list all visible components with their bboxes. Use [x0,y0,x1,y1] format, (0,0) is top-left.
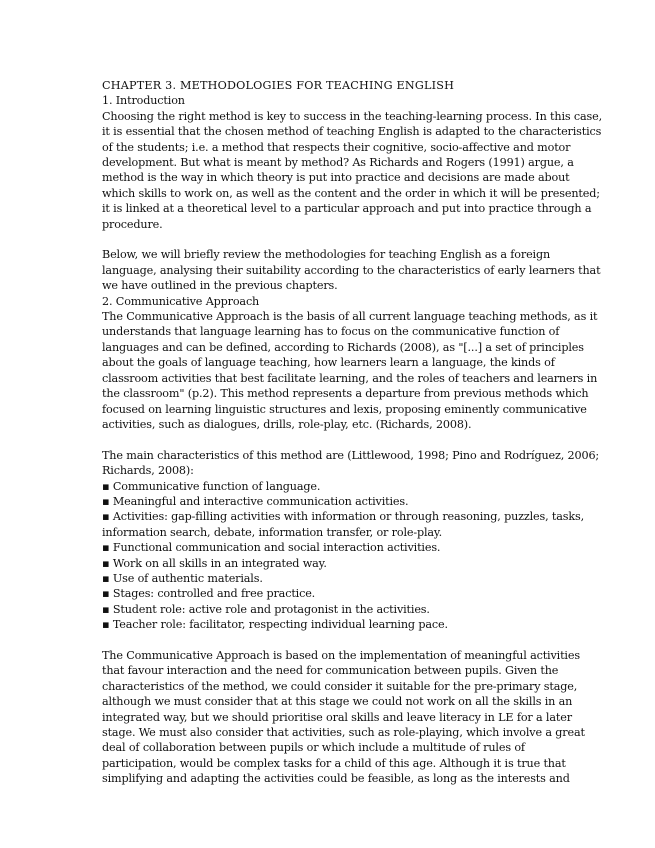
paragraph-spacer [102,432,554,447]
text-line: ▪ Student role: active role and protagonist in the activities. [102,602,430,616]
text-line: ▪ Communicative function of language. [102,479,321,493]
text-line: focused on learning linguistic structures and lexis, proposing eminently communicative [102,402,587,416]
characteristics-intro [102,448,600,479]
text-line: method is the way in which theory is put into practice and decisions are made about [102,171,570,185]
text-line: participation, would be complex tasks for a child of this age. Although it is true that [102,756,566,770]
text-line: language, analysing their suitability according to the characteristics of early learners that [102,263,601,277]
list-item [102,540,554,555]
text-line: ▪ Functional communication and social interaction activities. [102,541,441,555]
text-line: Richards, 2008): [102,464,194,478]
text-line: integrated way, but we should prioritise oral skills and leave literacy in LE for a later [102,710,572,724]
text-line: it is linked at a theoretical level to a particular approach and put into practice through a [102,202,592,216]
list-item [102,509,585,540]
list-item [102,586,554,601]
text-line: ▪ Teacher role: facilitator, respecting individual learning pace. [102,618,448,632]
chapter-title: CHAPTER 3. METHODOLOGIES FOR TEACHING ENGLISH [102,79,455,92]
text-line: the classroom" (p.2). This method represents a departure from previous methods which [102,387,589,401]
text-line: of the students; i.e. a method that respects their cognitive, socio-affective and motor [102,140,571,154]
text-line: Choosing the right method is key to success in the teaching-learning process. In this case, [102,109,602,123]
list-item [102,494,554,509]
section-heading-introduction: 1. Introduction [102,94,185,108]
list-item [102,479,554,494]
text-line: languages and can be defined, according to Richards (2008), as "[...] a set of principles [102,340,584,354]
text-line: Below, we will briefly review the methodologies for teaching English as a foreign [102,248,551,262]
section-heading-communicative-approach: 2. Communicative Approach [102,294,260,308]
paragraph-spacer [102,232,554,247]
text-line: ▪ Stages: controlled and free practice. [102,587,316,601]
intro-paragraph-1 [102,109,602,232]
text-line: although we must consider that at this stage we could not work on all the skills in an [102,695,573,709]
list-item [102,602,554,617]
text-line: about the goals of language teaching, how learners learn a language, the kinds of [102,356,555,370]
text-line: simplifying and adapting the activities could be feasible, as long as the interests and [102,772,570,786]
intro-paragraph-2 [102,247,601,293]
text-line: characteristics of the method, we could consider it suitable for the pre-primary stage, [102,679,578,693]
list-item [102,556,554,571]
text-line: activities, such as dialogues, drills, role-play, etc. (Richards, 2008). [102,417,472,431]
text-line: that favour interaction and the need for communication between pupils. Given the [102,664,559,678]
text-line: stage. We must also consider that activities, such as role-playing, which involve a great [102,726,585,740]
text-line: ▪ Use of authentic materials. [102,571,263,585]
text-line: information search, debate, information transfer, or role-play. [102,525,443,539]
text-line: ▪ Work on all skills in an integrated way. [102,556,327,570]
text-line: The Communicative Approach is based on the implementation of meaningful activities [102,648,580,662]
text-line: ▪ Meaningful and interactive communication activities. [102,494,409,508]
document-page [102,78,602,787]
communicative-paragraph-1 [102,309,598,432]
list-item [102,571,554,586]
text-line: The main characteristics of this method are (Littlewood, 1998; Pino and Rodríguez, 2006; [102,448,600,462]
text-line: understands that language learning has to focus on the communicative function of [102,325,560,339]
text-line: we have outlined in the previous chapters. [102,279,338,293]
text-line: development. But what is meant by method? As Richards and Rogers (1991) argue, a [102,156,574,170]
text-line: classroom activities that best facilitate learning, and the roles of teachers and learners in [102,371,598,385]
text-line: procedure. [102,217,163,231]
text-line: which skills to work on, as well as the content and the order in which it will be presented; [102,186,600,200]
paragraph-spacer [102,633,554,648]
text-line: it is essential that the chosen method of teaching English is adapted to the characteristics [102,125,602,139]
characteristics-list [102,479,585,633]
text-line: ▪ Activities: gap-filling activities with information or through reasoning, puzzles, tasks, [102,510,585,524]
list-item [102,617,554,632]
communicative-paragraph-2 [102,648,585,787]
text-line: The Communicative Approach is the basis of all current language teaching methods, as it [102,310,598,324]
text-line: deal of collaboration between pupils or which include a multitude of rules of [102,741,525,755]
